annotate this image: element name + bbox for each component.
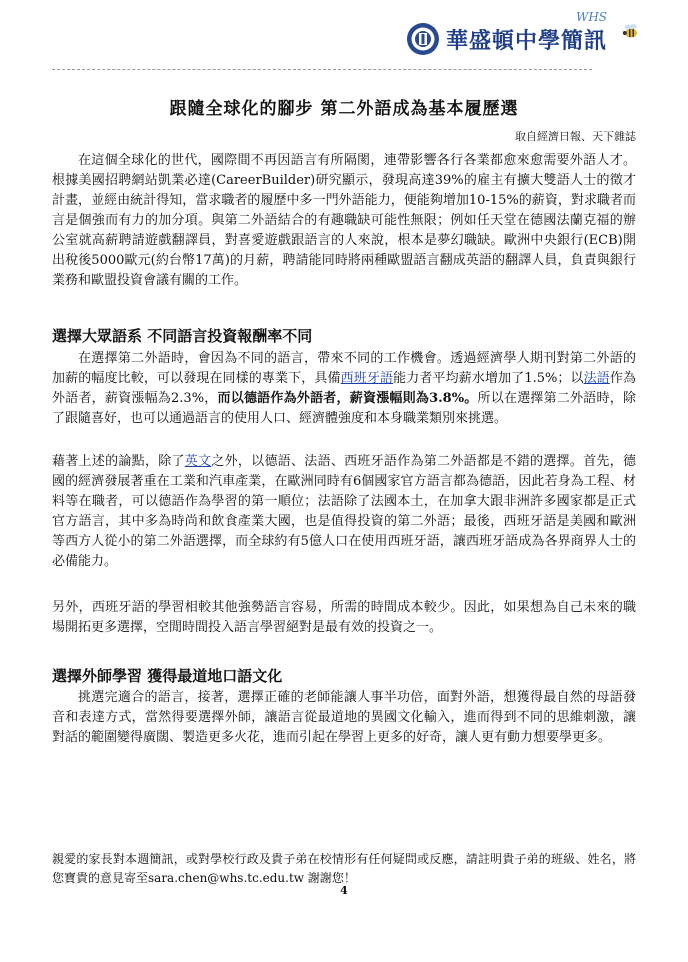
- page-number: 4: [340, 884, 348, 897]
- bee-icon: [620, 22, 640, 40]
- text-span: 之外，以德語、法語、西班牙語作為第二外語都是不錯的選擇。首先，德國的經濟發展著重在工業和汽車產業，在歐洲同時有6個國家官方語言都為德語，因此若身為工程、材料等在職者，可以德語作為學習的第一順位；法語除了法國本土，在加拿大跟非洲許多國家都是正式官方語言，其中多為時尚和飲食產業大國，也是值得投資的第二外語；最後，西班牙語是美國和歐洲等西方人從小的第二外語選擇，而全球約有5億人口在使用西班牙語，讓西班牙語成為各界商界人士的必備能力。: [52, 454, 636, 569]
- link-french[interactable]: 法語: [583, 371, 610, 386]
- link-english[interactable]: 英文: [184, 454, 212, 469]
- paragraph-spanish-easy: 另外，西班牙語的學習相較其他強勢語言容易，所需的時間成本較少。因此，如果想為自己未來的職場開拓更多選擇，空閒時間投入語言學習絕對是最有效的投資之一。: [52, 600, 636, 635]
- link-spanish[interactable]: 西班牙語: [340, 371, 394, 386]
- article-source: 取自經濟日報、天下雜誌: [515, 130, 636, 143]
- newsletter-title: 華盛頓中學簡訊: [446, 29, 608, 54]
- paragraph-language-options: [52, 452, 636, 572]
- newsletter-logo: [406, 10, 638, 60]
- text-span: 能力者平均薪水增加了1.5%；以: [393, 371, 584, 386]
- text-span: 所以在選擇第二外語時，除了跟隨喜好，也可以通過語言的使用人口、經濟體強度和本身職業類別來挑選。: [52, 391, 636, 426]
- article-title: 跟隨全球化的腳步 第二外語成為基本履歷選: [169, 99, 519, 119]
- footer-contact-note: 親愛的家長對本週簡訊，或對學校行政及貴子弟在校情形有任何疑問或反應，請註明貴子弟的班級、姓名，將您寶貴的意見寄至sara.chen@whs.tc.edu.tw 謝謝您！: [52, 852, 636, 885]
- text-span: 在選擇第二外語時，會因為不同的語言，帶來不同的工作機會。透過經濟學人期刊對第二外語的加薪的幅度比較，可以發現在同樣的專業下，具備: [52, 351, 636, 386]
- bold-text-german: 而以德語作為外語者，薪資漲幅則為3.8%。: [217, 391, 478, 406]
- page-header: [0, 0, 688, 70]
- text-span: 藉著上述的論點，除了: [52, 454, 185, 469]
- text-span: 作為外語者，薪資漲幅為2.3%，: [52, 371, 636, 406]
- whs-mark: WHS: [576, 10, 608, 24]
- section-heading-language-choice: 選擇大眾語系 不同語言投資報酬率不同: [52, 327, 313, 345]
- intro-paragraph: 在這個全球化的世代，國際間不再因語言有所隔閡，連帶影響各行各業都愈來愈需要外語人才。根據美國招聘網站凱業必達(CareerBuilder)研究顯示，發現高達39%的雇主有擴大雙語人士的徵才計畫，並經由統計得知，當求職者的履歷中多一門外語能力，便能夠增加10-15%的薪資，對求職者而言是個強而有力的加分項。與第二外語結合的有趣職缺可能性無限；例如任天堂在德國法蘭克福的辦公室就高薪聘請遊戲翻譯員，對喜愛遊戲跟語言的人來說，根本是夢幻職缺。歐洲中央銀行(ECB)開出稅後5000歐元(約台幣17萬)的月薪，聘請能同時將兩種歐盟語言翻成英語的翻譯人員，負責與銀行業務和歐盟投資會議有關的工作。: [52, 153, 636, 288]
- school-crest-icon: [406, 22, 440, 56]
- paragraph-foreign-teacher: 挑選完適合的語言，接著，選擇正確的老師能讓人事半功倍，面對外語，想獲得最自然的母語發音和表達方式，當然得要選擇外師，讓語言從最道地的異國文化輸入，進而得到不同的思維刺激，讓對話的範圍變得廣闊、製造更多火花，進而引起在學習上更多的好奇，讓人更有動力想要學更多。: [52, 690, 636, 745]
- section-heading-foreign-teacher: 選擇外師學習 獲得最道地口語文化: [52, 667, 283, 685]
- header-divider: [52, 69, 592, 70]
- paragraph-salary-comparison: [52, 349, 636, 429]
